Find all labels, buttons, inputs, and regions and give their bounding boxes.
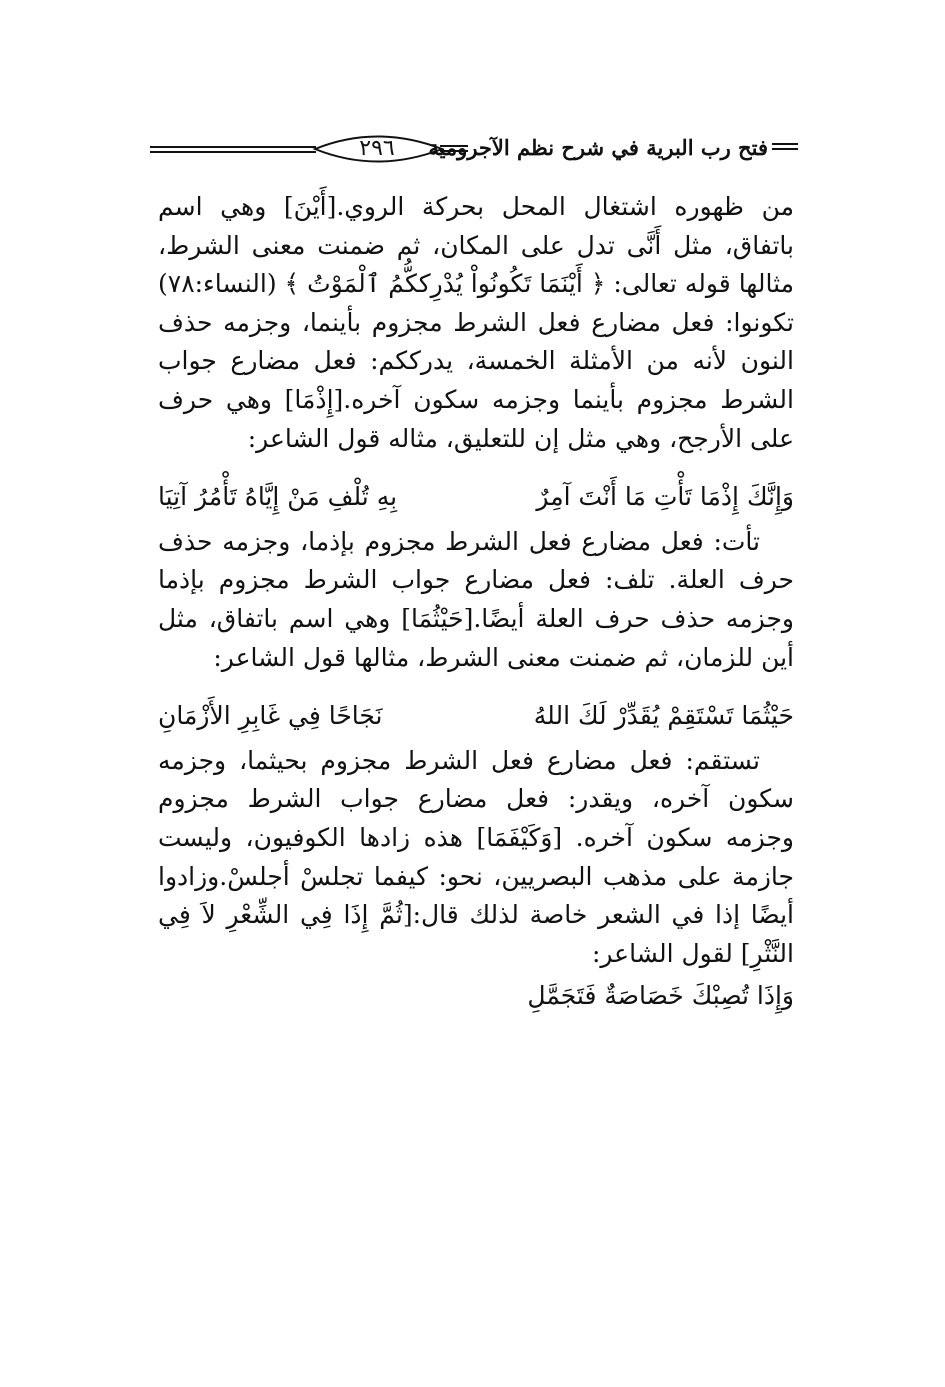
page-number: ٢٩٦ [359, 136, 395, 161]
poetry-verse-2 [158, 697, 794, 736]
body-text [158, 188, 794, 1016]
book-title: فتح رب البرية في شرح نظم الآجرومية [428, 135, 768, 160]
paragraph-3: تستقم: فعل مضارع فعل الشرط مجزوم بحيثما، وجزمه سكون آخره، ويقدر: فعل مضارع جواب الشرط مجزوم وجزمه سكون آخره. [وَكَيْفَمَا] هذه زادها الكوفيون، وليست جازمة على مذهب البصريين، نحو: كيفما تجلسْ أجلسْ.وزادوا أيضًا إذا في الشعر خاصة لذلك قال:[ثُمَّ إِذَا فِي الشِّعْرِ لاَ فِي النَّثْرِ] لقول الشاعر: [158, 745, 794, 968]
paragraph-2: تأت: فعل مضارع فعل الشرط مجزوم بإذما، وجزمه حذف حرف العلة. تلف: فعل مضارع جواب الشرط مجزوم بإذما وجزمه حذف حرف العلة أيضًا.[حَيْثُمَا] وهي اسم باتفاق، مثل أين للزمان، ثم ضمنت معنى الشرط، مثالها قول الشاعر: [158, 526, 794, 672]
poetry-verse-1 [158, 478, 794, 517]
verse-2-first-hemistich: حَيْثُمَا تَسْتَقِمْ يُقَدِّرْ لَكَ اللهُ [533, 701, 794, 731]
poetry-verse-3: وَإِذَا تُصِبْكَ خَصَاصَةٌ فَتَجَمَّلِ [527, 981, 794, 1011]
verse-1-second-hemistich: بِهِ تُلْفِ مَنْ إِيَّاهُ تَأْمُرُ آتِيَا [158, 482, 398, 512]
verse-1-first-hemistich: وَإِنَّكَ إِذْمَا تَأْتِ مَا أَنْتَ آمِرٌ [536, 482, 794, 512]
verse-2-second-hemistich: نَجَاحًا فِي غَابِرِ الأَزْمَانِ [158, 701, 383, 731]
paragraph-1: من ظهوره اشتغال المحل بحركة الروي.[أَيْنَ] وهي اسم باتفاق، مثل أَنَّى تدل على المكان، ثم ضمنت معنى الشرط، مثالها قوله تعالى: ﴿ أَيْنَمَا تَكُونُواْ يُدْرِككُّمُ ٱلْمَوْتُ ﴾ (النساء:٧٨) تكونوا: فعل مضارع فعل الشرط مجزوم بأينما، وجزمه حذف النون لأنه من الأمثلة الخمسة، يدرككم: فعل مضارع جواب الشرط مجزوم بأينما وجزمه سكون آخره.[إِذْمَا] وهي حرف على الأرجح، وهي مثل إن للتعليق، مثاله قول الشاعر: [158, 192, 794, 453]
running-header [150, 130, 798, 170]
